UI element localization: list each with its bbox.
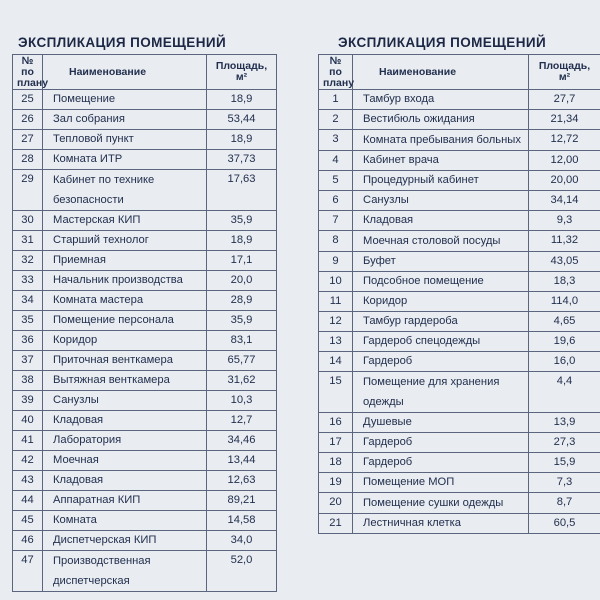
room-number: 2 bbox=[319, 110, 353, 130]
table-row bbox=[319, 413, 600, 433]
room-number: 19 bbox=[319, 473, 353, 493]
room-name: Подсобное помещение bbox=[353, 272, 529, 292]
room-number: 8 bbox=[319, 231, 353, 252]
room-area: 4,4 bbox=[529, 372, 600, 413]
room-area: 37,73 bbox=[207, 150, 277, 170]
room-name: Комната пребывания больных bbox=[353, 130, 529, 151]
room-name: Буфет bbox=[353, 252, 529, 272]
room-name: Гардероб bbox=[353, 352, 529, 372]
table-row bbox=[319, 292, 600, 312]
room-name: Помещение bbox=[43, 90, 207, 110]
room-name: Гардероб bbox=[353, 453, 529, 473]
table-row bbox=[13, 551, 277, 592]
table-row bbox=[13, 291, 277, 311]
table-row bbox=[319, 252, 600, 272]
left-table-body bbox=[13, 90, 277, 592]
room-name: Производственная диспетчерская bbox=[43, 551, 207, 592]
room-number: 11 bbox=[319, 292, 353, 312]
table-row bbox=[13, 170, 277, 211]
room-number: 45 bbox=[13, 511, 43, 531]
right-header-num: № по плану bbox=[319, 55, 353, 90]
table-row bbox=[13, 531, 277, 551]
table-row bbox=[319, 90, 600, 110]
room-name: Помещение МОП bbox=[353, 473, 529, 493]
room-number: 41 bbox=[13, 431, 43, 451]
room-area: 43,05 bbox=[529, 252, 600, 272]
room-area: 34,14 bbox=[529, 191, 600, 211]
left-header-row bbox=[13, 55, 277, 90]
room-number: 6 bbox=[319, 191, 353, 211]
room-name: Лестничная клетка bbox=[353, 514, 529, 534]
room-area: 18,9 bbox=[207, 90, 277, 110]
room-number: 21 bbox=[319, 514, 353, 534]
table-row bbox=[319, 372, 600, 413]
room-area: 21,34 bbox=[529, 110, 600, 130]
table-row bbox=[13, 110, 277, 130]
right-header-name: Наименование bbox=[353, 55, 529, 90]
table-row bbox=[13, 351, 277, 371]
table-row bbox=[319, 473, 600, 493]
room-name: Моечная столовой посуды bbox=[353, 231, 529, 252]
room-name: Комната ИТР bbox=[43, 150, 207, 170]
room-name: Кладовая bbox=[43, 471, 207, 491]
room-name: Приемная bbox=[43, 251, 207, 271]
room-name: Моечная bbox=[43, 451, 207, 471]
room-name: Комната мастера bbox=[43, 291, 207, 311]
room-name: Санузлы bbox=[43, 391, 207, 411]
room-area: 52,0 bbox=[207, 551, 277, 592]
room-area: 8,7 bbox=[529, 493, 600, 514]
room-name: Вестибюль ожидания bbox=[353, 110, 529, 130]
table-row bbox=[319, 211, 600, 231]
room-name: Коридор bbox=[353, 292, 529, 312]
room-name: Приточная венткамера bbox=[43, 351, 207, 371]
room-number: 16 bbox=[319, 413, 353, 433]
room-number: 27 bbox=[13, 130, 43, 150]
room-area: 13,9 bbox=[529, 413, 600, 433]
room-number: 40 bbox=[13, 411, 43, 431]
room-number: 20 bbox=[319, 493, 353, 514]
room-area: 17,63 bbox=[207, 170, 277, 211]
room-area: 7,3 bbox=[529, 473, 600, 493]
room-area: 89,21 bbox=[207, 491, 277, 511]
room-number: 13 bbox=[319, 332, 353, 352]
room-name: Начальник производства bbox=[43, 271, 207, 291]
room-area: 18,9 bbox=[207, 130, 277, 150]
room-number: 12 bbox=[319, 312, 353, 332]
room-area: 4,65 bbox=[529, 312, 600, 332]
table-row bbox=[13, 431, 277, 451]
table-row bbox=[319, 272, 600, 292]
room-area: 27,3 bbox=[529, 433, 600, 453]
room-number: 32 bbox=[13, 251, 43, 271]
room-area: 65,77 bbox=[207, 351, 277, 371]
room-area: 35,9 bbox=[207, 311, 277, 331]
left-rooms-table bbox=[12, 54, 277, 592]
room-name: Диспетчерская КИП bbox=[43, 531, 207, 551]
table-row bbox=[13, 491, 277, 511]
table-row bbox=[13, 411, 277, 431]
table-row bbox=[319, 171, 600, 191]
table-row bbox=[13, 130, 277, 150]
room-area: 18,9 bbox=[207, 231, 277, 251]
room-area: 53,44 bbox=[207, 110, 277, 130]
room-area: 114,0 bbox=[529, 292, 600, 312]
table-row bbox=[13, 331, 277, 351]
room-number: 33 bbox=[13, 271, 43, 291]
table-row bbox=[13, 211, 277, 231]
room-name: Помещение персонала bbox=[43, 311, 207, 331]
room-area: 17,1 bbox=[207, 251, 277, 271]
room-area: 18,3 bbox=[529, 272, 600, 292]
room-name: Процедурный кабинет bbox=[353, 171, 529, 191]
room-name: Тепловой пункт bbox=[43, 130, 207, 150]
table-row bbox=[319, 110, 600, 130]
table-row bbox=[319, 493, 600, 514]
room-number: 42 bbox=[13, 451, 43, 471]
right-title: ЭКСПЛИКАЦИЯ ПОМЕЩЕНИЙ bbox=[338, 35, 547, 50]
room-area: 34,0 bbox=[207, 531, 277, 551]
room-name: Помещение для хранения одежды bbox=[353, 372, 529, 413]
table-row bbox=[13, 511, 277, 531]
room-area: 83,1 bbox=[207, 331, 277, 351]
left-header-name: Наименование bbox=[43, 55, 207, 90]
room-number: 5 bbox=[319, 171, 353, 191]
room-name: Коридор bbox=[43, 331, 207, 351]
table-row bbox=[13, 150, 277, 170]
table-row bbox=[13, 231, 277, 251]
table-row bbox=[319, 312, 600, 332]
table-row bbox=[319, 352, 600, 372]
table-row bbox=[13, 90, 277, 110]
table-row bbox=[319, 433, 600, 453]
room-name: Лаборатория bbox=[43, 431, 207, 451]
room-name: Тамбур входа bbox=[353, 90, 529, 110]
room-number: 43 bbox=[13, 471, 43, 491]
room-name: Гардероб спецодежды bbox=[353, 332, 529, 352]
room-number: 38 bbox=[13, 371, 43, 391]
room-number: 1 bbox=[319, 90, 353, 110]
room-area: 28,9 bbox=[207, 291, 277, 311]
room-area: 12,00 bbox=[529, 151, 600, 171]
room-area: 35,9 bbox=[207, 211, 277, 231]
room-number: 34 bbox=[13, 291, 43, 311]
room-name: Кладовая bbox=[43, 411, 207, 431]
room-area: 12,7 bbox=[207, 411, 277, 431]
room-number: 28 bbox=[13, 150, 43, 170]
room-name: Кладовая bbox=[353, 211, 529, 231]
room-name: Мастерская КИП bbox=[43, 211, 207, 231]
right-header-area: Площадь, м² bbox=[529, 55, 600, 90]
room-area: 19,6 bbox=[529, 332, 600, 352]
room-number: 4 bbox=[319, 151, 353, 171]
room-number: 9 bbox=[319, 252, 353, 272]
table-row bbox=[13, 311, 277, 331]
room-number: 35 bbox=[13, 311, 43, 331]
room-area: 31,62 bbox=[207, 371, 277, 391]
room-number: 31 bbox=[13, 231, 43, 251]
room-name: Помещение сушки одежды bbox=[353, 493, 529, 514]
room-area: 12,72 bbox=[529, 130, 600, 151]
room-area: 13,44 bbox=[207, 451, 277, 471]
table-row bbox=[13, 271, 277, 291]
table-row bbox=[319, 231, 600, 252]
right-table-body bbox=[319, 90, 600, 534]
right-rooms-table bbox=[318, 54, 600, 534]
room-number: 25 bbox=[13, 90, 43, 110]
table-row bbox=[319, 130, 600, 151]
room-number: 10 bbox=[319, 272, 353, 292]
room-area: 15,9 bbox=[529, 453, 600, 473]
table-row bbox=[319, 514, 600, 534]
room-number: 36 bbox=[13, 331, 43, 351]
room-number: 14 bbox=[319, 352, 353, 372]
table-row bbox=[319, 453, 600, 473]
room-name: Гардероб bbox=[353, 433, 529, 453]
room-name: Санузлы bbox=[353, 191, 529, 211]
table-row bbox=[319, 332, 600, 352]
room-number: 18 bbox=[319, 453, 353, 473]
table-row bbox=[13, 391, 277, 411]
room-number: 7 bbox=[319, 211, 353, 231]
room-area: 12,63 bbox=[207, 471, 277, 491]
room-name: Кабинет по технике безопасности bbox=[43, 170, 207, 211]
room-area: 11,32 bbox=[529, 231, 600, 252]
table-row bbox=[319, 151, 600, 171]
room-number: 37 bbox=[13, 351, 43, 371]
room-name: Вытяжная венткамера bbox=[43, 371, 207, 391]
room-area: 16,0 bbox=[529, 352, 600, 372]
room-name: Душевые bbox=[353, 413, 529, 433]
table-row bbox=[13, 251, 277, 271]
left-title: ЭКСПЛИКАЦИЯ ПОМЕЩЕНИЙ bbox=[18, 35, 227, 50]
room-number: 26 bbox=[13, 110, 43, 130]
room-area: 34,46 bbox=[207, 431, 277, 451]
left-header-area: Площадь, м² bbox=[207, 55, 277, 90]
table-row bbox=[319, 191, 600, 211]
room-number: 29 bbox=[13, 170, 43, 211]
room-name: Комната bbox=[43, 511, 207, 531]
room-area: 27,7 bbox=[529, 90, 600, 110]
room-number: 46 bbox=[13, 531, 43, 551]
room-number: 39 bbox=[13, 391, 43, 411]
room-area: 20,00 bbox=[529, 171, 600, 191]
table-row bbox=[13, 451, 277, 471]
room-area: 9,3 bbox=[529, 211, 600, 231]
room-area: 60,5 bbox=[529, 514, 600, 534]
room-name: Старший технолог bbox=[43, 231, 207, 251]
room-name: Тамбур гардероба bbox=[353, 312, 529, 332]
room-number: 3 bbox=[319, 130, 353, 151]
room-number: 15 bbox=[319, 372, 353, 413]
room-number: 17 bbox=[319, 433, 353, 453]
room-name: Кабинет врача bbox=[353, 151, 529, 171]
table-row bbox=[13, 371, 277, 391]
room-area: 20,0 bbox=[207, 271, 277, 291]
left-header-num: № по плану bbox=[13, 55, 43, 90]
room-area: 10,3 bbox=[207, 391, 277, 411]
room-number: 30 bbox=[13, 211, 43, 231]
room-area: 14,58 bbox=[207, 511, 277, 531]
room-name: Зал собрания bbox=[43, 110, 207, 130]
room-name: Аппаратная КИП bbox=[43, 491, 207, 511]
right-header-row bbox=[319, 55, 600, 90]
room-number: 47 bbox=[13, 551, 43, 592]
table-row bbox=[13, 471, 277, 491]
room-number: 44 bbox=[13, 491, 43, 511]
